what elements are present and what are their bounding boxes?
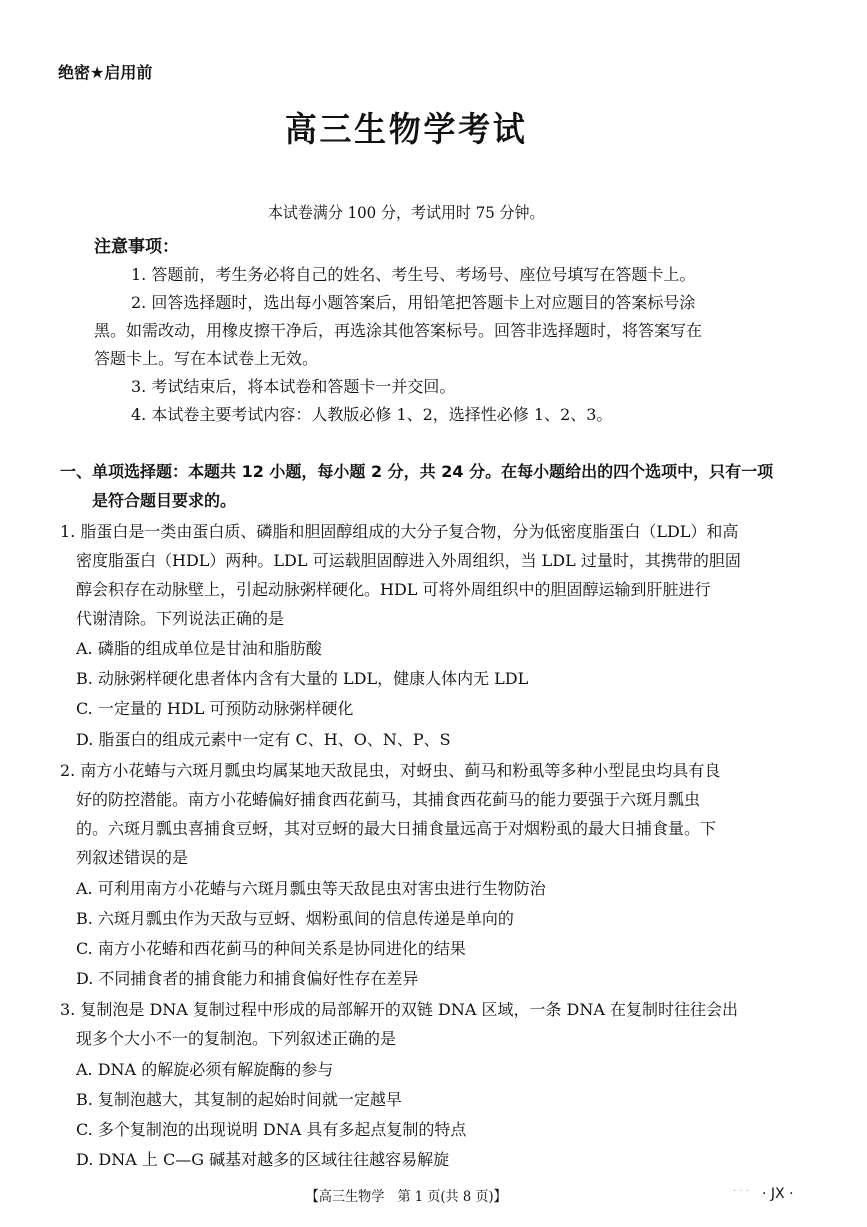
question-3-stem: 现多个大小不一的复制泡。下列叙述正确的是 — [76, 1029, 397, 1048]
notice-line: 1. 答题前，考生务必将自己的姓名、考生号、考场号、座位号填写在答题卡上。 — [131, 265, 696, 284]
notice-line: 4. 本试卷主要考试内容：人教版必修 1、2，选择性必修 1、2、3。 — [131, 405, 613, 424]
footer-code: · JX · — [762, 1186, 794, 1202]
question-1-stem: 醇会积存在动脉壁上，引起动脉粥样硬化。HDL 可将外周组织中的胆固醇运输到肝脏进行 — [76, 580, 711, 599]
question-1-stem: 1. 脂蛋白是一类由蛋白质、磷脂和胆固醇组成的大分子复合物，分为低密度脂蛋白（LDL）和高 — [60, 522, 739, 541]
notice-line: 黑。如需改动，用橡皮擦干净后，再选涂其他答案标号。回答非选择题时，将答案写在 — [94, 321, 703, 340]
section-heading: 一、单项选择题：本题共 12 小题，每小题 2 分，共 24 分。在每小题给出的四个选项中，只有一项 — [60, 462, 774, 481]
question-2-option-d: D. 不同捕食者的捕食能力和捕食偏好性存在差异 — [76, 969, 419, 988]
notice-line: 2. 回答选择题时，选出每小题答案后，用铅笔把答题卡上对应题目的答案标号涂 — [131, 293, 696, 312]
page-footer: 【高三生物学 第 1 页(共 8 页)】 — [305, 1189, 507, 1205]
question-1-option-b: B. 动脉粥样硬化患者体内含有大量的 LDL，健康人体内无 LDL — [76, 669, 529, 688]
notice-line: 答题卡上。写在本试卷上无效。 — [94, 349, 319, 368]
question-3-option-c: C. 多个复制泡的出现说明 DNA 具有多起点复制的特点 — [76, 1120, 467, 1139]
question-1-option-d: D. 脂蛋白的组成元素中一定有 C、H、O、N、P、S — [76, 730, 451, 749]
notice-line: 3. 考试结束后，将本试卷和答题卡一并交回。 — [131, 377, 456, 396]
question-1-stem: 代谢清除。下列说法正确的是 — [76, 609, 285, 628]
question-2-option-b: B. 六斑月瓢虫作为天敌与豆蚜、烟粉虱间的信息传递是单向的 — [76, 909, 514, 928]
question-2-stem: 的。六斑月瓢虫喜捕食豆蚜，其对豆蚜的最大日捕食量远高于对烟粉虱的最大日捕食量。下 — [76, 819, 717, 838]
footer-dots: · · · — [733, 1186, 749, 1197]
question-3-stem: 3. 复制泡是 DNA 复制过程中形成的局部解开的双链 DNA 区域，一条 DNA 在复制时往往会出 — [60, 1000, 739, 1019]
question-2-stem: 2. 南方小花蝽与六斑月瓢虫均属某地天敌昆虫，对蚜虫、蓟马和粉虱等多种小型昆虫均具有良 — [60, 761, 721, 780]
question-2-stem: 好的防控潜能。南方小花蝽偏好捕食西花蓟马，其捕食西花蓟马的能力要强于六斑月瓢虫 — [76, 790, 701, 809]
question-1-option-a: A. 磷脂的组成单位是甘油和脂肪酸 — [76, 639, 322, 658]
question-1-stem: 密度脂蛋白（HDL）两种。LDL 可运载胆固醇进入外周组织，当 LDL 过量时，其携带的胆固 — [76, 551, 741, 570]
question-2-stem: 列叙述错误的是 — [76, 848, 189, 867]
question-2-option-a: A. 可利用南方小花蝽与六斑月瓢虫等天敌昆虫对害虫进行生物防治 — [76, 879, 546, 898]
section-heading-cont: 是符合题目要求的。 — [92, 491, 237, 510]
question-3-option-b: B. 复制泡越大，其复制的起始时间就一定越早 — [76, 1090, 402, 1109]
exam-subtitle: 本试卷满分 100 分，考试用时 75 分钟。 — [267, 203, 545, 222]
notice-heading: 注意事项： — [94, 237, 179, 257]
question-1-option-c: C. 一定量的 HDL 可预防动脉粥样硬化 — [76, 699, 354, 718]
question-3-option-a: A. DNA 的解旋必须有解旋酶的参与 — [76, 1060, 334, 1079]
question-2-option-c: C. 南方小花蝽和西花蓟马的种间关系是协同进化的结果 — [76, 939, 466, 958]
exam-title: 高三生物学考试 — [284, 110, 528, 150]
confidential-label: 绝密★启用前 — [58, 63, 153, 82]
question-3-option-d: D. DNA 上 C—G 碱基对越多的区域往往越容易解旋 — [76, 1150, 450, 1169]
